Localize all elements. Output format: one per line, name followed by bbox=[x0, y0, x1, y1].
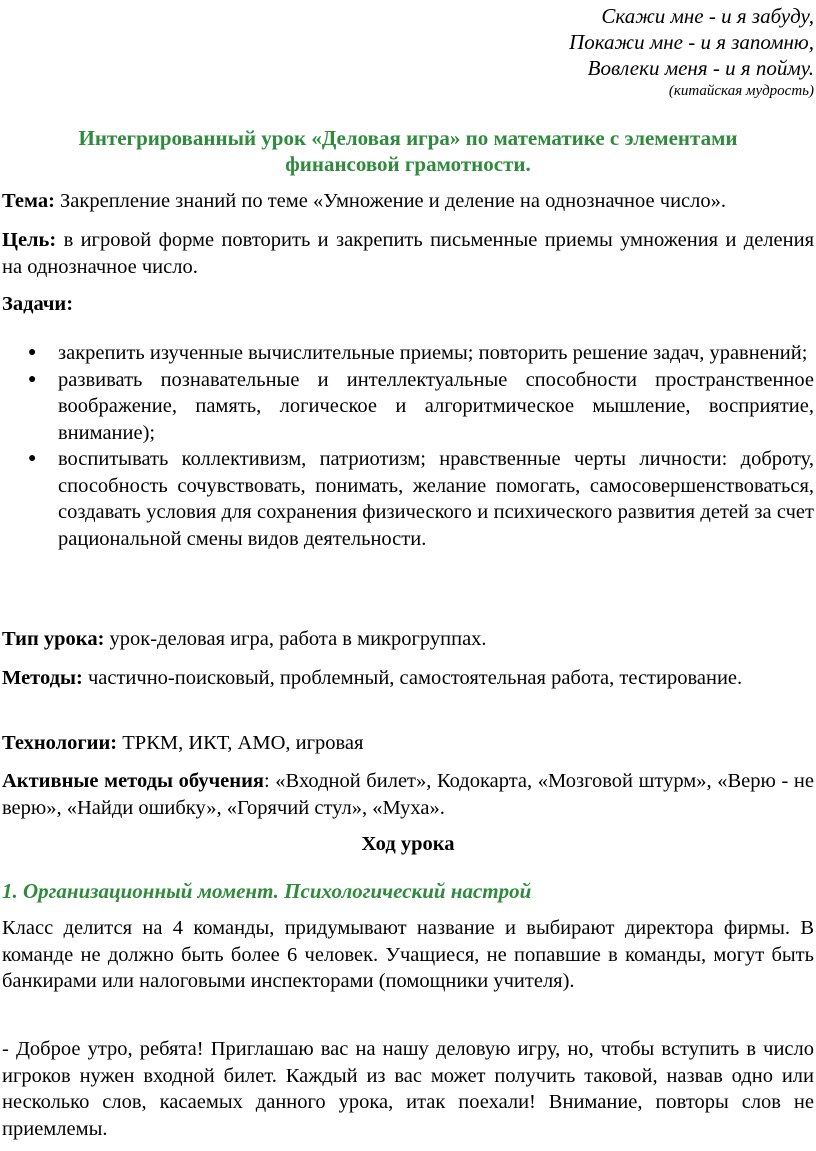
section-1-paragraph-1: Класс делится на 4 команды, придумывают название и выбирают директора фирмы. В команде не должно быть более 6 человек. Учащиеся, не попавшие в команды, могут быть банкирами или налоговыми инспекторами (помощники учителя). bbox=[2, 917, 814, 992]
task-item-text: воспитывать коллективизм, патриотизм; нравственные черты личности: доброту, способность сочувствовать, понимать, желание помогать, самосовершенствоваться, создавать условия для сохранения физического и психического развития детей за счет рациональной смены видов деятельности. bbox=[58, 448, 814, 550]
technologies-label: Технологии: bbox=[2, 732, 118, 754]
technologies-paragraph bbox=[2, 730, 814, 757]
bullet-icon: ● bbox=[28, 371, 37, 387]
goal-label: Цель: bbox=[2, 229, 57, 251]
epigraph-line-2: Покажи мне - и я запомню, bbox=[569, 30, 814, 54]
task-item-text: развивать познавательные и интеллектуальные способности пространственное воображение, память, логическое и алгоритмическое мышление, восприятие, внимание); bbox=[58, 368, 814, 444]
lesson-type-label: Тип урока: bbox=[2, 628, 105, 650]
lesson-type-paragraph bbox=[2, 626, 814, 653]
bullet-icon: ● bbox=[28, 451, 37, 466]
task-item bbox=[0, 367, 814, 447]
methods-paragraph bbox=[2, 665, 814, 692]
lesson-type-text: урок-деловая игра, работа в микрогруппах. bbox=[104, 628, 487, 650]
methods-text: частично-поисковый, проблемный, самостоятельная работа, тестирование. bbox=[82, 667, 743, 689]
active-methods-text: : «Входной билет», Кодокарта, «Мозговой штурм», «Верю - не верю», «Найди ошибку», «Горячий стул», «Муха». bbox=[2, 770, 814, 819]
task-item bbox=[0, 340, 814, 367]
section-1-heading: 1. Организационный момент. Психологический настрой bbox=[2, 879, 532, 903]
technologies-text: ТРКМ, ИКТ, АМО, игровая bbox=[117, 732, 364, 754]
goal-text: в игровой форме повторить и закрепить письменные приемы умножения и деления на однозначное число. bbox=[2, 229, 814, 278]
task-item bbox=[0, 446, 814, 552]
epigraph-source: (китайская мудрость) bbox=[668, 83, 814, 99]
topic-label: Тема: bbox=[2, 190, 55, 212]
tasks-list bbox=[0, 340, 816, 552]
tasks-label: Задачи: bbox=[2, 293, 74, 315]
document-title: Интегрированный урок «Деловая игра» по математике с элементами финансовой грамотности. bbox=[78, 126, 738, 176]
topic-text: Закрепление знаний по теме «Умножение и деление на однозначное число». bbox=[54, 190, 726, 212]
active-methods-label: Активные методы обучения bbox=[2, 770, 264, 792]
active-methods-paragraph bbox=[2, 768, 814, 821]
goal-paragraph bbox=[2, 227, 814, 280]
topic-paragraph bbox=[2, 188, 814, 215]
section-1-paragraph-2: - Доброе утро, ребята! Приглашаю вас на нашу деловую игру, но, чтобы вступить в число игроков нужен входной билет. Каждый из вас может получить таковой, назвав одно или несколько слов, касаемых данного урока, итак поехали! Внимание, повторы слов не приемлемы. bbox=[2, 1038, 814, 1140]
epigraph-line-3: Вовлеки меня - и я пойму. bbox=[587, 56, 814, 80]
course-heading: Ход урока bbox=[361, 833, 455, 855]
bullet-icon: ● bbox=[28, 345, 37, 360]
methods-label: Методы: bbox=[2, 667, 83, 689]
task-item-text: закрепить изученные вычислительные приемы; повторить решение задач, уравнений; bbox=[58, 342, 808, 364]
epigraph-line-1: Скажи мне - и я забуду, bbox=[601, 4, 814, 28]
tasks-heading bbox=[2, 291, 814, 318]
